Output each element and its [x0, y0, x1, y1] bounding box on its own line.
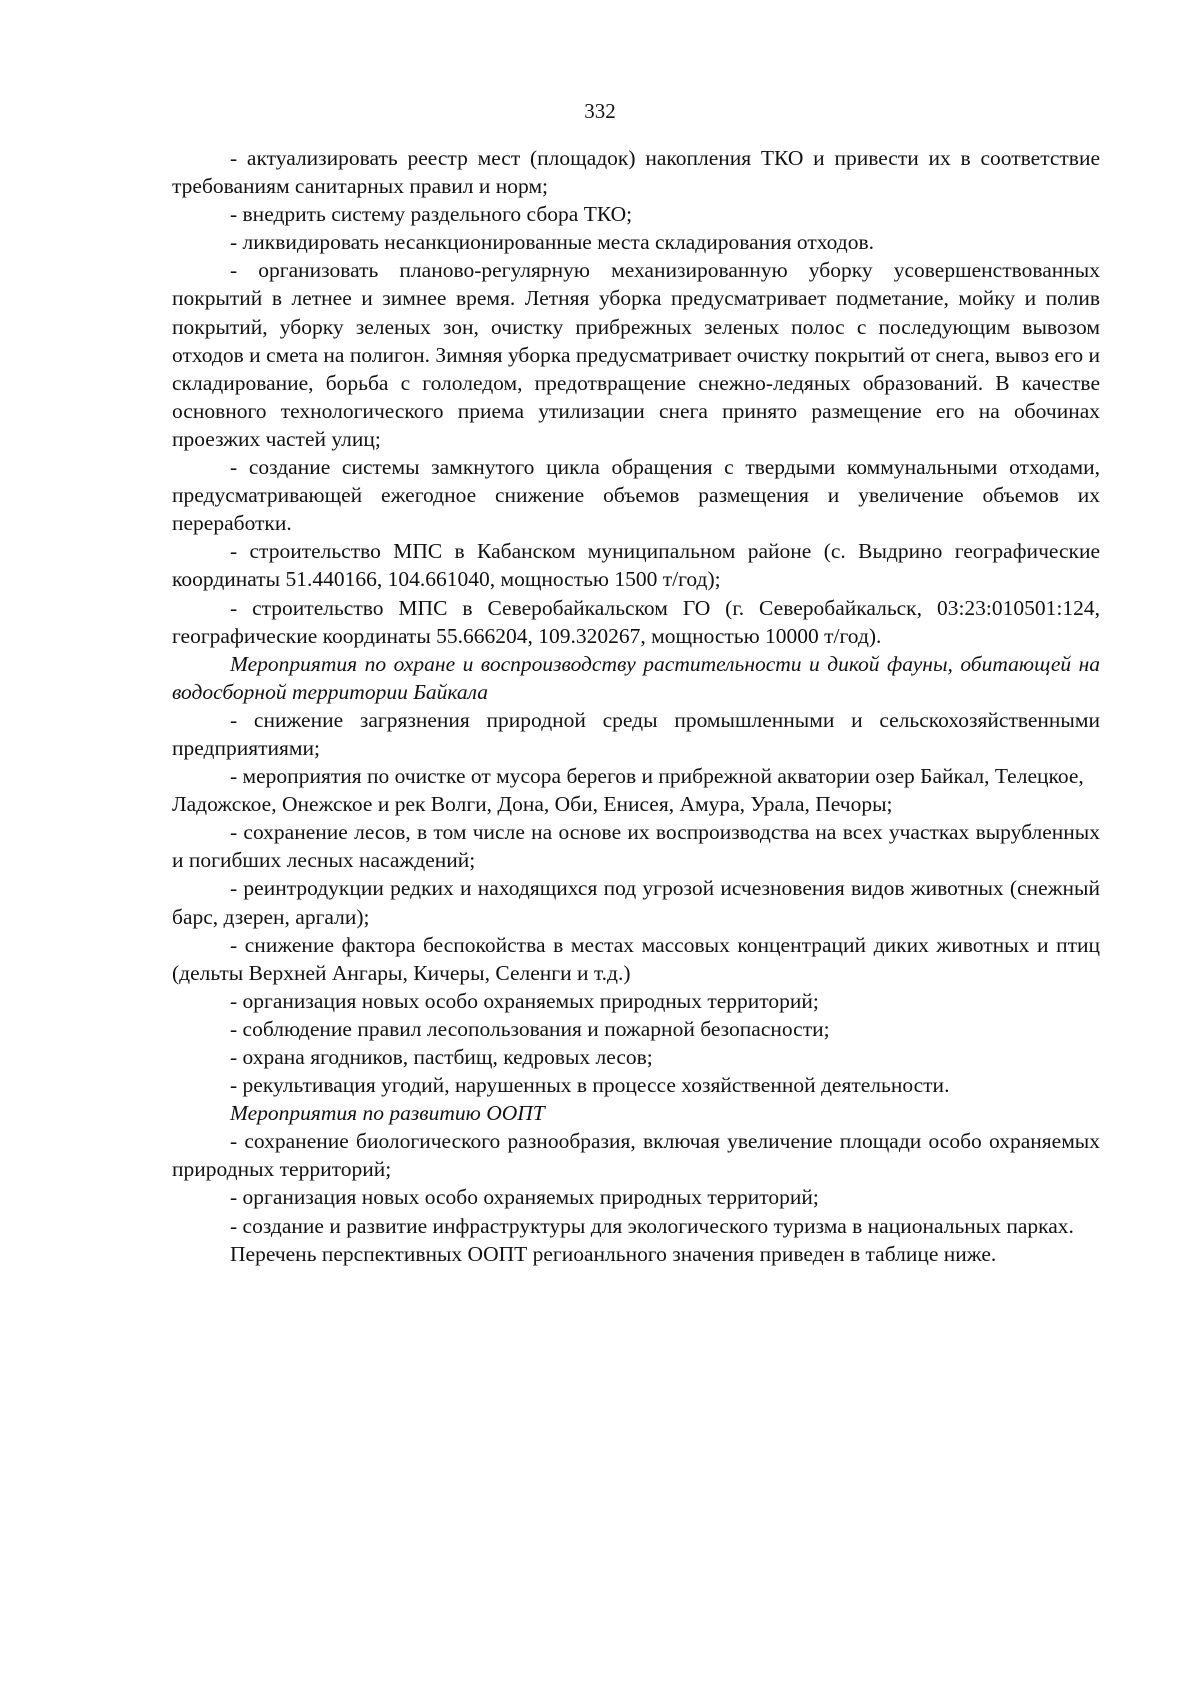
- paragraph: - реинтродукции редких и находящихся под угрозой исчезновения видов животных (снежный барс, дзерен, аргали);: [172, 876, 1100, 929]
- paragraph: - сохранение биологического разнообразия, включая увеличение площади особо охраняемых природных территорий;: [172, 1129, 1100, 1182]
- paragraph: - сохранение лесов, в том числе на основе их воспроизводства на всех участках вырубленных и погибших лесных насаждений;: [172, 820, 1100, 873]
- section-heading: Мероприятия по развитию ООПТ: [230, 1101, 545, 1126]
- paragraph: - строительство МПС в Северобайкальском ГО (г. Северобайкальск, 03:23:010501:124, географические координаты 55.666204, 109.320267, мощностью 10000 т/год).: [172, 595, 1100, 648]
- page-number: 332: [584, 99, 616, 123]
- paragraph: - мероприятия по очистке от мусора берегов и прибрежной акватории озер Байкал, Телецкое, Ладожское, Онежское и рек Волги, Дона, Оби, Енисея, Амура, Урала, Печоры;: [172, 764, 1084, 817]
- paragraph: - снижение загрязнения природной среды промышленными и сельскохозяйственными предприятиями;: [172, 707, 1100, 760]
- paragraph: - организация новых особо охраняемых природных территорий;: [230, 988, 819, 1013]
- paragraph: - строительство МПС в Кабанском муниципальном районе (с. Выдрино географические координаты 51.440166, 104.661040, мощностью 1500 т/год);: [172, 539, 1100, 592]
- document-body: [172, 144, 1100, 1268]
- paragraph: Перечень перспективных ООПТ региоанльного значения приведен в таблице ниже.: [230, 1241, 997, 1266]
- paragraph: - ликвидировать несанкционированные места складирования отходов.: [230, 230, 875, 255]
- paragraph: - соблюдение правил лесопользования и пожарной безопасности;: [230, 1016, 830, 1041]
- paragraph: - организация новых особо охраняемых природных территорий;: [230, 1185, 819, 1210]
- paragraph: - охрана ягодников, пастбищ, кедровых лесов;: [230, 1045, 653, 1069]
- paragraph: - создание системы замкнутого цикла обращения с твердыми коммунальными отходами, предусматривающей ежегодное снижение объемов размещения и увеличение объемов их переработки.: [172, 455, 1100, 536]
- section-heading: Мероприятия по охране и воспроизводству растительности и дикой фауны, обитающей на водосборной территории Байкала: [172, 651, 1100, 704]
- paragraph: - снижение фактора беспокойства в местах массовых концентраций диких животных и птиц (дельты Верхней Ангары, Кичеры, Селенги и т.д.): [172, 932, 1100, 985]
- paragraph: - организовать планово-регулярную механизированную уборку усовершенствованных покрытий в летнее и зимнее время. Летняя уборка предусматривает подметание, мойку и полив покрытий, уборку зеленых зон, очистку прибрежных зеленых полос с последующим вывозом отходов и смета на полигон. Зимняя уборка предусматривает очистку покрытий от снега, вывоз его и складирование, борьба с гололедом, предотвращение снежно-ледяных образований. В качестве основного технологического приема утилизации снега принято размещение его на обочинах проезжих частей улиц;: [172, 258, 1100, 451]
- paragraph: - создание и развитие инфраструктуры для экологического туризма в национальных парках.: [230, 1213, 1074, 1238]
- paragraph: - внедрить систему раздельного сбора ТКО;: [230, 202, 633, 227]
- paragraph: - актуализировать реестр мест (площадок) накопления ТКО и привести их в соответствие требованиям санитарных правил и норм;: [172, 146, 1100, 199]
- paragraph: - рекультивация угодий, нарушенных в процессе хозяйственной деятельности.: [230, 1073, 950, 1098]
